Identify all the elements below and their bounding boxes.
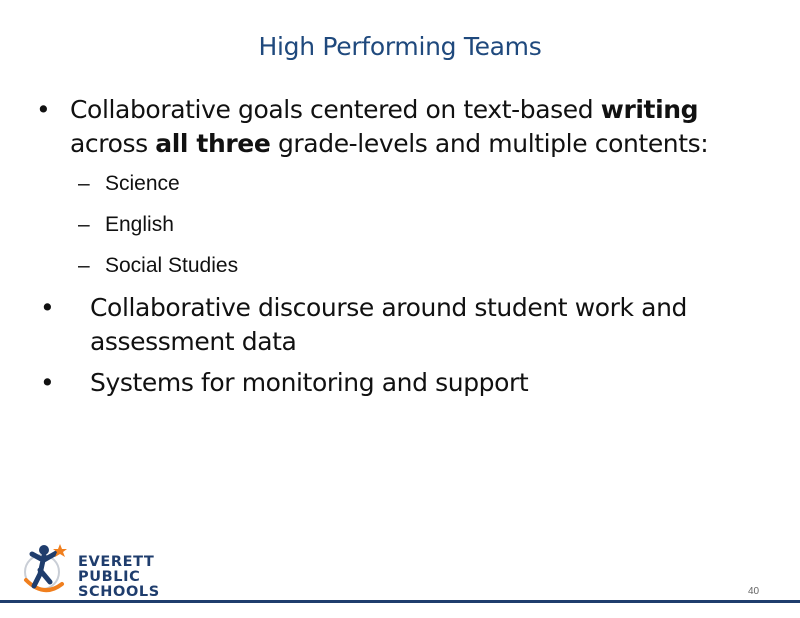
sub-dash: – <box>78 172 90 195</box>
bullet-systems-monitoring <box>40 366 760 400</box>
slide-title: High Performing Teams <box>258 32 542 61</box>
sub-item-label: Science <box>105 172 180 195</box>
bullet-dot: • <box>40 368 55 397</box>
bullet-text: Collaborative discourse around student work and assessment data <box>90 293 687 356</box>
page-number: 40 <box>748 586 760 597</box>
bullet-text-part: Collaborative goals centered on text-based <box>70 95 601 124</box>
bullet-text: Systems for monitoring and support <box>90 368 529 397</box>
bullet-collaborative-discourse <box>40 291 760 359</box>
bullet-text-part: grade-levels and multiple contents: <box>270 129 709 158</box>
logo-text-line1: EVERETT <box>78 554 155 570</box>
bullet-dot: • <box>40 293 55 322</box>
bullet-text-part: across <box>70 129 156 158</box>
sub-dash: – <box>78 254 90 277</box>
sub-dash: – <box>78 213 90 236</box>
sub-item-social-studies <box>78 254 238 278</box>
logo-text-line3: SCHOOLS <box>78 584 160 600</box>
bullet-bold-all-three: all three <box>155 129 271 158</box>
everett-public-schools-logo <box>22 540 172 600</box>
logo-figure-icon <box>22 540 82 600</box>
bullet-dot: • <box>36 95 51 124</box>
sub-item-label: English <box>105 213 174 236</box>
bullet-collaborative-goals <box>36 93 756 161</box>
logo-text-line2: PUBLIC <box>78 569 141 585</box>
footer-divider <box>0 600 800 603</box>
bullet-text <box>70 93 730 161</box>
sub-item-english <box>78 213 174 237</box>
bullet-bold-writing: writing <box>600 95 699 124</box>
sub-item-science <box>78 172 180 196</box>
sub-item-label: Social Studies <box>105 254 239 277</box>
